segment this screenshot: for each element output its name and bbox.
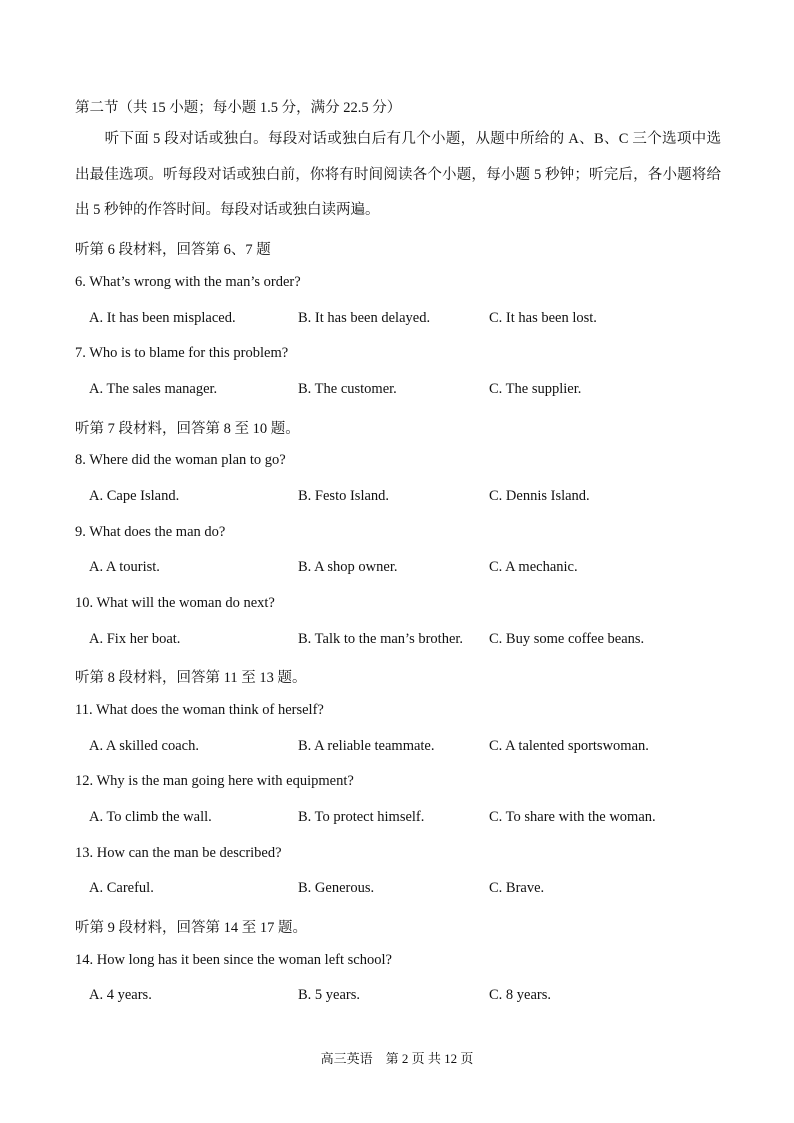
option-c: C. Buy some coffee beans. [489,631,645,647]
option-c: C. A mechanic. [489,559,578,575]
option-c: C. Dennis Island. [489,488,590,504]
option-c: C. It has been lost. [489,310,597,326]
option-a: A. To climb the wall. [89,809,212,825]
option-b: B. It has been delayed. [298,310,431,326]
option-c: C. A talented sportswoman. [489,738,649,754]
option-b: B. Festo Island. [298,488,390,504]
option-a: A. A tourist. [89,559,160,575]
question-stem: 11. What does the woman think of herself? [75,702,324,718]
question-stem: 13. How can the man be described? [75,845,282,861]
option-a: A. Fix her boat. [89,631,181,647]
option-c: C. Brave. [489,880,545,896]
option-c: C. The supplier. [489,381,582,397]
option-a: A. 4 years. [89,987,152,1003]
question-stem: 10. What will the woman do next? [75,595,275,611]
question-stem: 7. Who is to blame for this problem? [75,345,289,361]
question-stem: 8. Where did the woman plan to go? [75,452,286,468]
option-b: B. 5 years. [298,987,361,1003]
option-b: B. Generous. [298,880,375,896]
question-stem: 9. What does the man do? [75,524,226,540]
option-a: A. A skilled coach. [89,738,199,754]
section-title: 第二节（共 15 小题；每小题 1.5 分，满分 22.5 分） [75,100,402,116]
option-a: A. Careful. [89,880,154,896]
group-heading: 听第 6 段材料，回答第 6、7 题 [75,242,271,258]
question-stem: 14. How long has it been since the woman left school? [75,952,392,968]
option-b: B. A shop owner. [298,559,398,575]
section-instructions: 听下面 5 段对话或独白。每段对话或独白后有几个小题，从题中所给的 A、B、C 三个选项中选出最佳选项。听每段对话或独白前，你将有时间阅读各个小题，每小题 5 秒钟；听完后，各小题将给出 5 秒钟的作答时间。每段对话或独白读两遍。 [75,131,721,218]
option-c: C. 8 years. [489,987,552,1003]
option-b: B. A reliable teammate. [298,738,435,754]
group-heading: 听第 9 段材料，回答第 14 至 17 题。 [75,920,307,936]
option-c: C. To share with the woman. [489,809,656,825]
option-b: B. Talk to the man’s brother. [298,631,464,647]
group-heading: 听第 7 段材料，回答第 8 至 10 题。 [75,421,300,437]
page-footer: 高三英语 第 2 页 共 12 页 [320,1051,474,1066]
group-heading: 听第 8 段材料，回答第 11 至 13 题。 [75,670,307,686]
option-a: A. The sales manager. [89,381,218,397]
question-stem: 12. Why is the man going here with equipment? [75,773,354,789]
option-b: B. To protect himself. [298,809,425,825]
option-b: B. The customer. [298,381,397,397]
option-a: A. Cape Island. [89,488,180,504]
question-stem: 6. What’s wrong with the man’s order? [75,274,301,290]
option-a: A. It has been misplaced. [89,310,236,326]
